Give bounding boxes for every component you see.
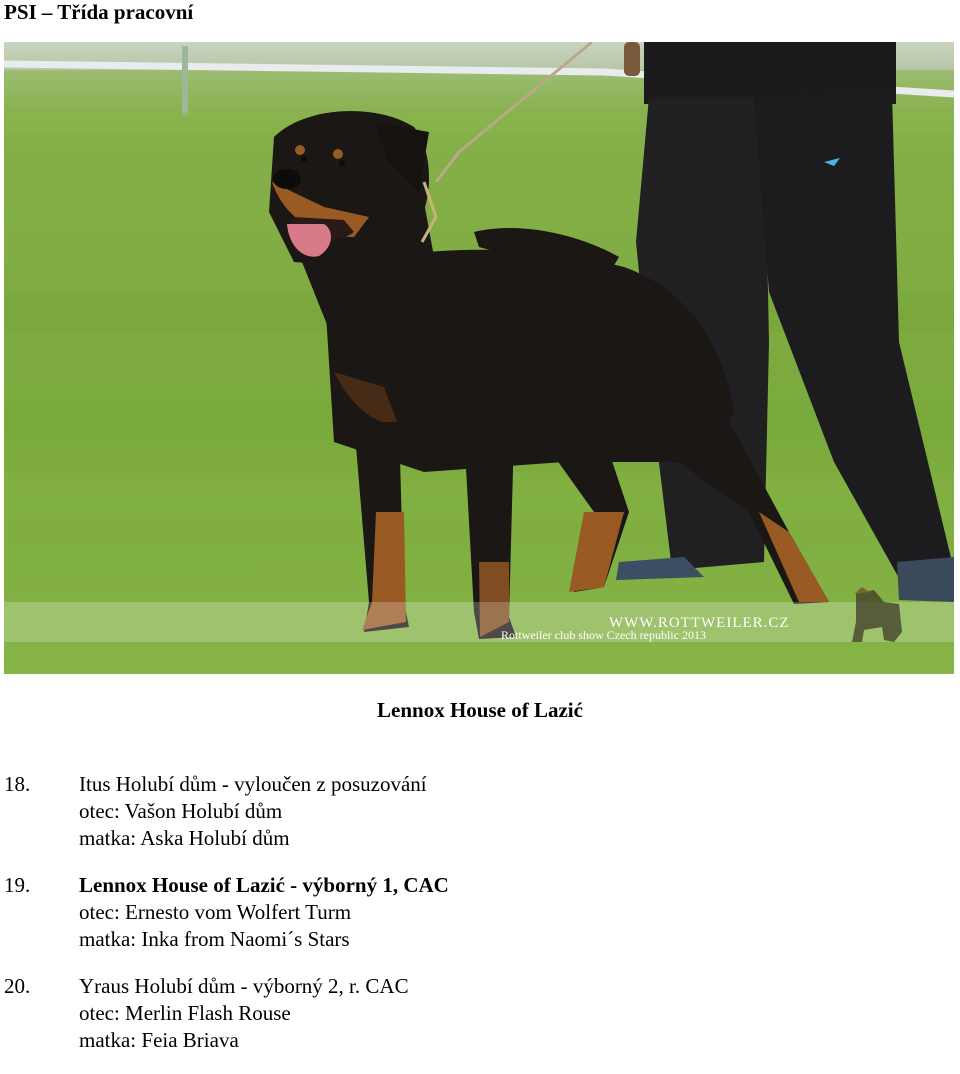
watermark-url: WWW.ROTTWEILER.CZ (609, 615, 790, 631)
watermark-event: Rottweiler club show Czech republic 2013 (501, 628, 706, 642)
page-heading: PSI – Třída pracovní (4, 0, 194, 24)
entry-sire: otec: Merlin Flash Rouse (79, 1001, 291, 1025)
result-entry-18 (4, 771, 944, 852)
entry-number: 18. (4, 772, 31, 796)
entry-dam: matka: Inka from Naomi´s Stars (79, 927, 350, 951)
fence-post (182, 46, 188, 116)
right-shoe (897, 557, 954, 602)
photo-caption: Lennox House of Lazić (377, 698, 583, 722)
entry-title: Yraus Holubí dům - výborný 2, r. CAC (79, 974, 409, 998)
results-list (4, 771, 944, 1074)
entry-number: 19. (4, 873, 31, 897)
entry-sire: otec: Vašon Holubí dům (79, 799, 283, 823)
entry-dam: matka: Aska Holubí dům (79, 826, 290, 850)
entry-dam: matka: Feia Briava (79, 1028, 239, 1052)
watermark-band (4, 602, 954, 642)
rottweiler-image (4, 42, 954, 674)
result-entry-19 (4, 872, 944, 953)
result-entry-20 (4, 973, 944, 1054)
entry-sire: otec: Ernesto vom Wolfert Turm (79, 900, 352, 924)
dog-photo (4, 42, 954, 674)
entry-title: Lennox House of Lazić - výborný 1, CAC (79, 873, 449, 897)
entry-title: Itus Holubí dům - vyloučen z posuzování (79, 772, 427, 796)
entry-number: 20. (4, 974, 31, 998)
